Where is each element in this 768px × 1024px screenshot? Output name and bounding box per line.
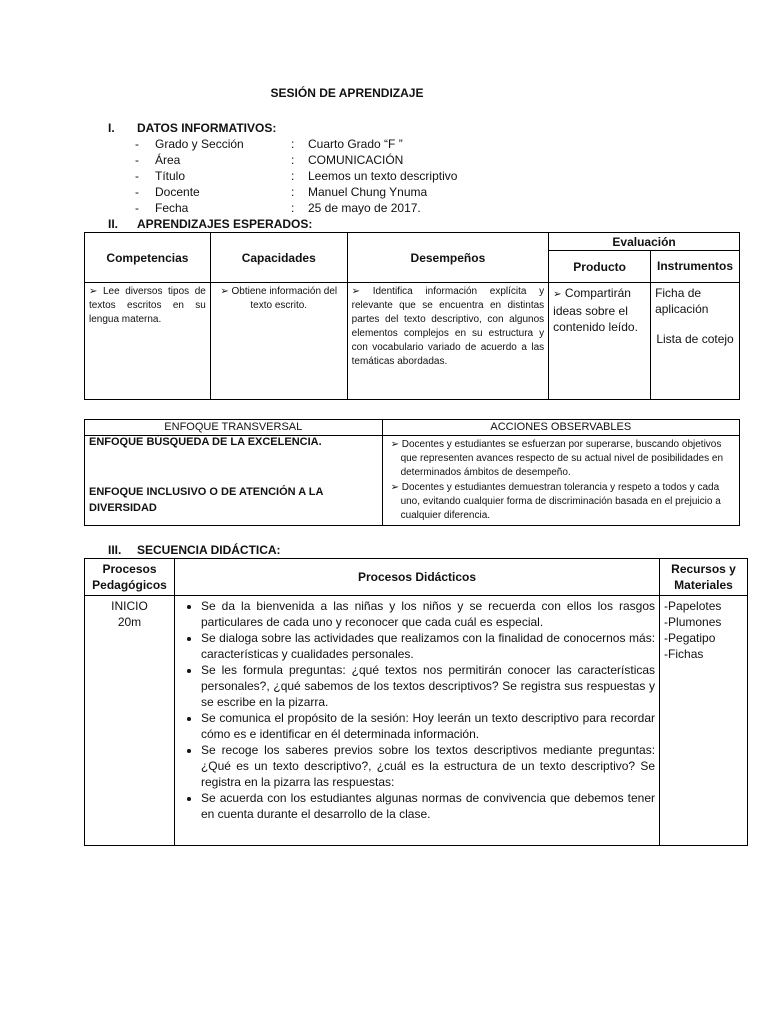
procesos-list [179, 598, 655, 822]
info-label: Fecha [155, 201, 189, 215]
accion-1-text: Docentes y estudiantes se esfuerzan por superarse, buscando objetivos que representen avances respecto de su actual nivel de posibilidades en determinados ámbitos de desempeño. [400, 439, 723, 478]
header-procesos-pedagogicos: Procesos Pedagógicos [85, 559, 175, 596]
capacidad-text: Obtiene información del texto escrito. [231, 286, 338, 311]
arrow-bullet-icon: ➢ [89, 286, 98, 297]
header-instrumentos: Instrumentos [651, 251, 740, 283]
info-value: Manuel Chung Ynuma [308, 185, 428, 199]
fase-tiempo: 20m [117, 615, 142, 629]
arrow-bullet-icon: ➢ [390, 482, 399, 493]
instrumento-lista: Lista de cotejo [656, 332, 734, 346]
header-competencias: Competencias [85, 233, 211, 283]
section-1-heading: DATOS INFORMATIVOS: [137, 121, 277, 135]
cell-capacidad [210, 283, 347, 400]
secuencia-table [84, 558, 748, 846]
cell-fase [85, 596, 175, 846]
info-colon: : [291, 169, 295, 183]
info-dash: - [135, 169, 139, 183]
info-label: Docente [155, 185, 200, 199]
enfoque-inclusivo: ENFOQUE INCLUSIVO O DE ATENCIÓN A LA DIVERSIDAD [89, 486, 324, 514]
enfoque-excelencia: ENFOQUE BÚSQUEDA DE LA EXCELENCIA. [89, 436, 322, 448]
arrow-bullet-icon: ➢ [351, 286, 361, 297]
recurso-item: -Pegatipo [664, 631, 716, 645]
aprendizajes-table [84, 232, 740, 400]
header-capacidades: Capacidades [210, 233, 347, 283]
info-colon: : [291, 201, 295, 215]
header-procesos-didacticos: Procesos Didácticos [174, 559, 659, 596]
info-value: COMUNICACIÓN [308, 153, 404, 167]
header-enfoque: ENFOQUE TRANSVERSAL [85, 420, 383, 436]
cell-competencia [85, 283, 211, 400]
accion-1 [391, 438, 735, 480]
desempeno-text: Identifica información explícita y relevante que se encuentra en distintas partes del texto descriptivo, con algunos elementos complejos en su estructura y con vocabulario variado de acuerdo a las temáticas abordadas. [351, 286, 545, 367]
accion-2 [391, 481, 735, 523]
info-label: Grado y Sección [155, 137, 244, 151]
recurso-item: -Plumones [664, 615, 722, 629]
section-1-number: I. [108, 121, 115, 135]
header-recursos: Recursos y Materiales [660, 559, 748, 596]
list-item: • Se da la bienvenida a las niñas y los niños y se recuerda con ellos los rasgos particulares de cada uno y reconocer que cada cuál es especial. [201, 598, 655, 630]
info-dash: - [135, 137, 139, 151]
accion-2-text: Docentes y estudiantes demuestran tolerancia y respeto a todos y cada uno, evitando cualquier forma de discriminación basada en el prejuicio a cualquier diferencia. [400, 482, 721, 521]
recurso-item: -Papelotes [664, 599, 722, 613]
header-desempenos: Desempeños [347, 233, 549, 283]
instrumento-ficha: Ficha de aplicación [655, 286, 709, 316]
info-dash: - [135, 201, 139, 215]
info-dash: - [135, 185, 139, 199]
info-label: Título [155, 169, 186, 183]
arrow-bullet-icon: ➢ [553, 289, 562, 300]
header-evaluacion: Evaluación [549, 233, 740, 251]
cell-procesos [174, 596, 659, 846]
cell-recursos [660, 596, 748, 846]
section-3-heading: SECUENCIA DIDÁCTICA: [137, 543, 281, 557]
list-item: • Se acuerda con los estudiantes algunas normas de convivencia que debemos tener en cuenta durante el desarrollo de la clase. [201, 790, 655, 822]
info-colon: : [291, 137, 295, 151]
cell-acciones [382, 436, 739, 526]
info-colon: : [291, 185, 295, 199]
list-item: • Se dialoga sobre las actividades que realizamos con la finalidad de conocernos más: características y cualidades personales. [201, 630, 655, 662]
cell-producto [549, 283, 651, 400]
section-2-heading: APRENDIZAJES ESPERADOS: [137, 217, 313, 231]
info-value: 25 de mayo de 2017. [308, 201, 421, 215]
fase-inicio: INICIO [111, 599, 148, 613]
header-producto: Producto [549, 251, 651, 283]
arrow-bullet-icon: ➢ [390, 439, 399, 450]
section-2-number: II. [108, 217, 119, 231]
competencia-text: Lee diversos tipos de textos escritos en su lengua materna. [89, 286, 206, 325]
info-colon: : [291, 153, 295, 167]
info-value: Leemos un texto descriptivo [308, 169, 458, 183]
producto-text: Compartirán ideas sobre el contenido leído. [553, 286, 638, 334]
info-label: Área [155, 153, 181, 167]
page-title: SESIÓN DE APRENDIZAJE [270, 86, 424, 100]
list-item: • Se les formula preguntas: ¿qué textos nos permitirán conocer las características personales?, ¿qué sabemos de los textos descriptivos? Se registra sus respuestas y se escribe en la pizarra. [201, 662, 655, 710]
cell-instrumentos [651, 283, 740, 400]
cell-desempeno [347, 283, 549, 400]
recurso-item: -Fichas [664, 647, 704, 661]
list-item: • Se recoge los saberes previos sobre los textos descriptivos mediante preguntas: ¿Qué es un texto descriptivo?, ¿cuál es la estructura de un texto descriptivo? Se registra en la pizarra las respuestas: [201, 742, 655, 790]
header-acciones: ACCIONES OBSERVABLES [382, 420, 739, 436]
info-value: Cuarto Grado “F ” [308, 137, 403, 151]
info-dash: - [135, 153, 139, 167]
arrow-bullet-icon: ➢ [220, 286, 229, 297]
enfoque-table [84, 419, 740, 526]
cell-enfoques [85, 436, 383, 526]
section-3-number: III. [108, 543, 122, 557]
list-item: • Se comunica el propósito de la sesión: Hoy leerán un texto descriptivo para recordar cómo es e identificar en él determinada información. [201, 710, 655, 742]
